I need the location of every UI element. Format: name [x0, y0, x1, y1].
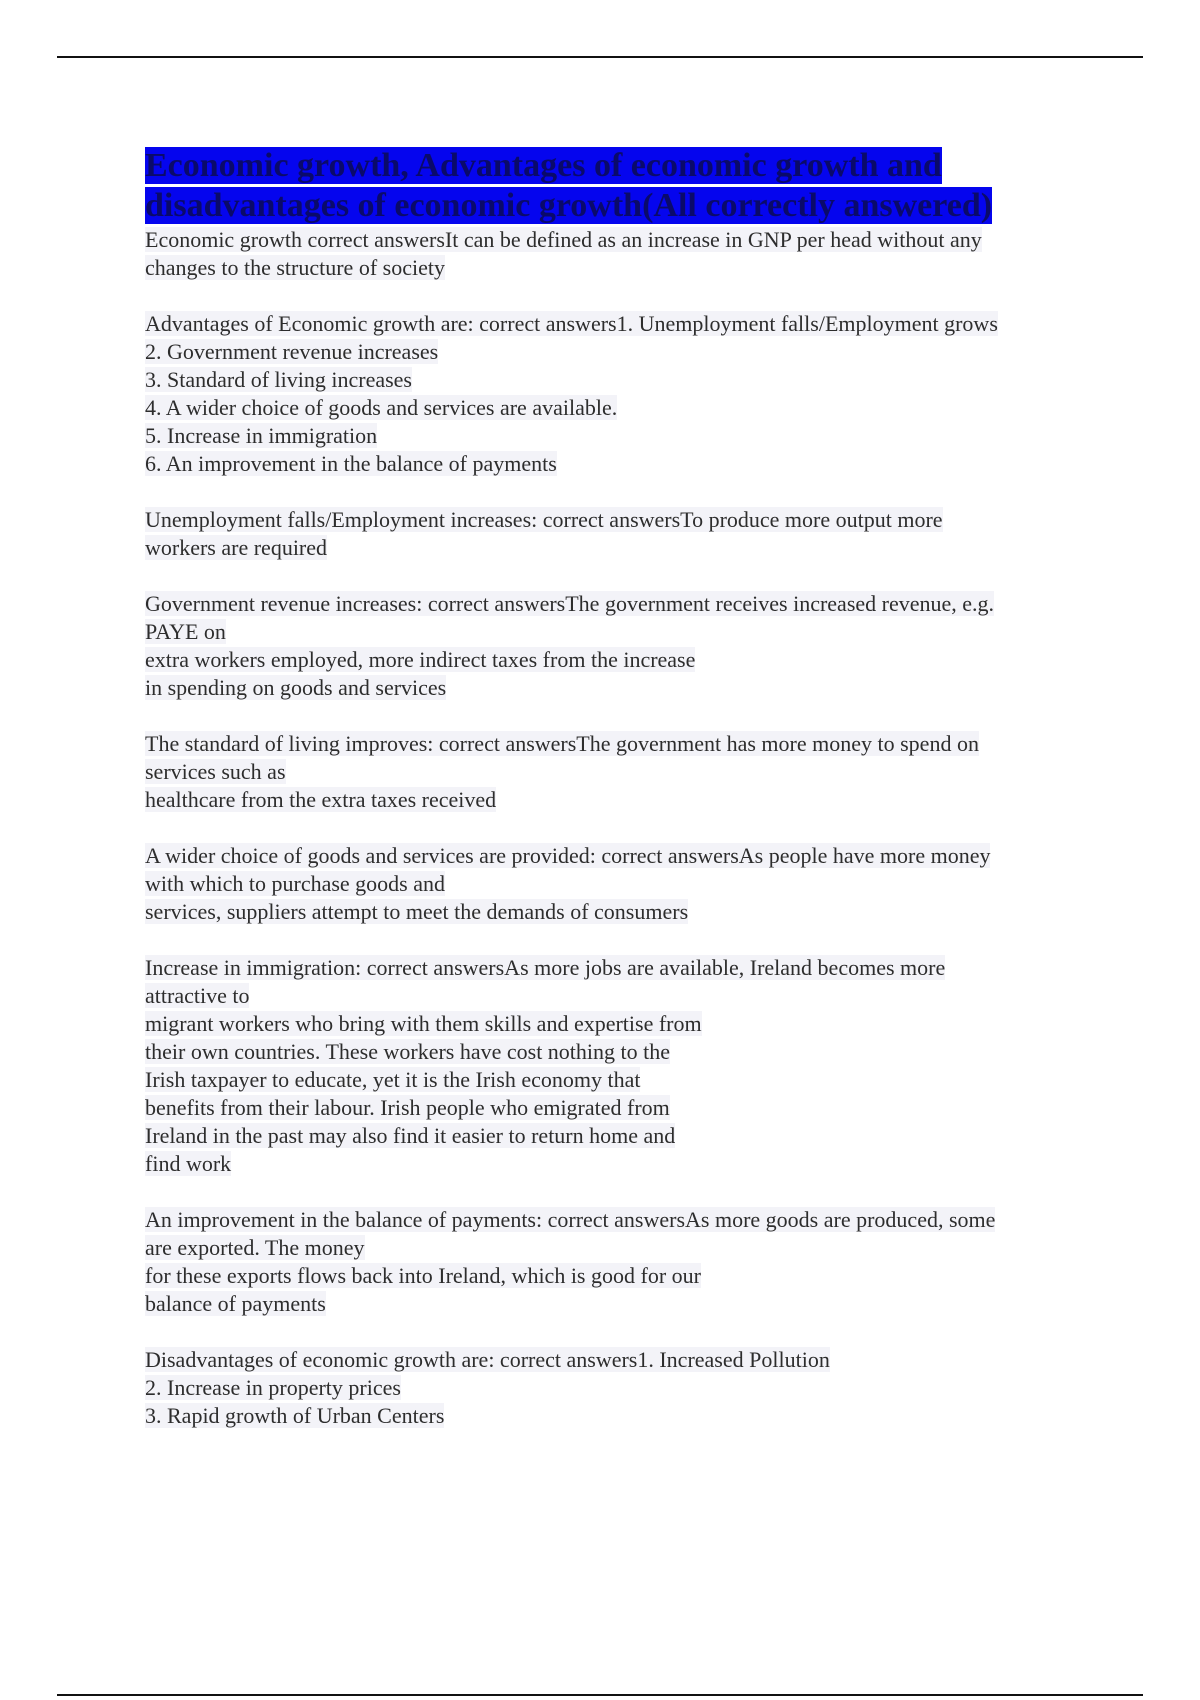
document-body: [145, 146, 1090, 1430]
qa-line-row: [145, 534, 1090, 562]
qa-line: The standard of living improves: correct answersThe government has more money to spend on: [145, 731, 979, 756]
qa-line-row: [145, 1206, 1090, 1234]
qa-line: PAYE on: [145, 619, 226, 644]
qa-line-row: [145, 758, 1090, 786]
qa-line: attractive to: [145, 983, 250, 1008]
qa-line-row: [145, 1346, 1090, 1374]
qa-line-row: [145, 870, 1090, 898]
qa-line: 3. Rapid growth of Urban Centers: [145, 1403, 445, 1428]
section-gap: [145, 282, 1090, 310]
title-line: Economic growth, Advantages of economic growth and: [145, 147, 942, 184]
qa-line-row: [145, 254, 1090, 282]
qa-line-row: [145, 310, 1090, 338]
qa-line-row: [145, 898, 1090, 926]
qa-line: with which to purchase goods and: [145, 871, 445, 896]
qa-line: for these exports flows back into Ireland, which is good for our: [145, 1263, 701, 1288]
qa-line: Ireland in the past may also find it easier to return home and: [145, 1123, 676, 1148]
qa-line: balance of payments: [145, 1291, 326, 1316]
qa-line: Government revenue increases: correct answersThe government receives increased revenue, e.g.: [145, 591, 995, 616]
qa-line-row: [145, 590, 1090, 618]
qa-line-row: [145, 954, 1090, 982]
qa-line: extra workers employed, more indirect taxes from the increase: [145, 647, 696, 672]
qa-line: Disadvantages of economic growth are: correct answers1. Increased Pollution: [145, 1347, 830, 1372]
title-line: disadvantages of economic growth(All correctly answered): [145, 187, 993, 224]
bottom-rule: [57, 1694, 1143, 1696]
qa-line: 3. Standard of living increases: [145, 367, 412, 392]
qa-line: workers are required: [145, 535, 328, 560]
qa-line: 5. Increase in immigration: [145, 423, 378, 448]
section-gap: [145, 926, 1090, 954]
qa-block: [145, 1346, 1090, 1430]
qa-line: 2. Increase in property prices: [145, 1375, 401, 1400]
qa-line-row: [145, 338, 1090, 366]
qa-line: Advantages of Economic growth are: correct answers1. Unemployment falls/Employment grows: [145, 311, 998, 336]
qa-line: Irish taxpayer to educate, yet it is the Irish economy that: [145, 1067, 641, 1092]
qa-line: services such as: [145, 759, 286, 784]
section-gap: [145, 814, 1090, 842]
section-gap: [145, 562, 1090, 590]
qa-line-row: [145, 646, 1090, 674]
qa-line: find work: [145, 1151, 232, 1176]
qa-line-row: [145, 674, 1090, 702]
qa-line-row: [145, 1374, 1090, 1402]
qa-line: Economic growth correct answersIt can be defined as an increase in GNP per head without any: [145, 227, 982, 252]
qa-line-row: [145, 1290, 1090, 1318]
qa-line-row: [145, 842, 1090, 870]
qa-block: [145, 226, 1090, 282]
qa-block: [145, 730, 1090, 814]
qa-line: benefits from their labour. Irish people who emigrated from: [145, 1095, 670, 1120]
qa-line-row: [145, 1038, 1090, 1066]
section-gap: [145, 1318, 1090, 1346]
qa-block: [145, 310, 1090, 478]
qa-line-row: [145, 786, 1090, 814]
qa-block: [145, 954, 1090, 1178]
qa-line: healthcare from the extra taxes received: [145, 787, 497, 812]
qa-line-row: [145, 618, 1090, 646]
qa-line: their own countries. These workers have cost nothing to the: [145, 1039, 671, 1064]
qa-line-row: [145, 1122, 1090, 1150]
qa-line-row: [145, 394, 1090, 422]
qa-block: [145, 1206, 1090, 1318]
qa-line: 6. An improvement in the balance of payments: [145, 451, 557, 476]
qa-line-row: [145, 366, 1090, 394]
qa-line: migrant workers who bring with them skills and expertise from: [145, 1011, 702, 1036]
qa-line-row: [145, 1262, 1090, 1290]
qa-line: are exported. The money: [145, 1235, 365, 1260]
qa-line: Increase in immigration: correct answersAs more jobs are available, Ireland becomes more: [145, 955, 946, 980]
qa-block: [145, 590, 1090, 702]
section-gap: [145, 478, 1090, 506]
qa-line-row: [145, 1402, 1090, 1430]
section-gap: [145, 702, 1090, 730]
qa-line-row: [145, 226, 1090, 254]
document-title: [145, 146, 1090, 226]
qa-line-row: [145, 1010, 1090, 1038]
qa-line-row: [145, 1234, 1090, 1262]
top-rule: [57, 56, 1143, 58]
section-gap: [145, 1178, 1090, 1206]
qa-line-row: [145, 422, 1090, 450]
qa-line: A wider choice of goods and services are provided: correct answersAs people have more money: [145, 843, 991, 868]
qa-line-row: [145, 506, 1090, 534]
qa-line-row: [145, 1094, 1090, 1122]
qa-line: services, suppliers attempt to meet the demands of consumers: [145, 899, 689, 924]
qa-line-row: [145, 1066, 1090, 1094]
qa-line: 2. Government revenue increases: [145, 339, 439, 364]
qa-line: An improvement in the balance of payments: correct answersAs more goods are produced, some: [145, 1207, 996, 1232]
qa-block: [145, 506, 1090, 562]
qa-line: changes to the structure of society: [145, 255, 445, 280]
qa-line-row: [145, 450, 1090, 478]
qa-line-row: [145, 982, 1090, 1010]
qa-line-row: [145, 1150, 1090, 1178]
qa-block: [145, 842, 1090, 926]
qa-line: in spending on goods and services: [145, 675, 447, 700]
qa-line: Unemployment falls/Employment increases: correct answersTo produce more output more: [145, 507, 943, 532]
qa-line: 4. A wider choice of goods and services are available.: [145, 395, 618, 420]
qa-sections: [145, 226, 1090, 1430]
qa-line-row: [145, 730, 1090, 758]
